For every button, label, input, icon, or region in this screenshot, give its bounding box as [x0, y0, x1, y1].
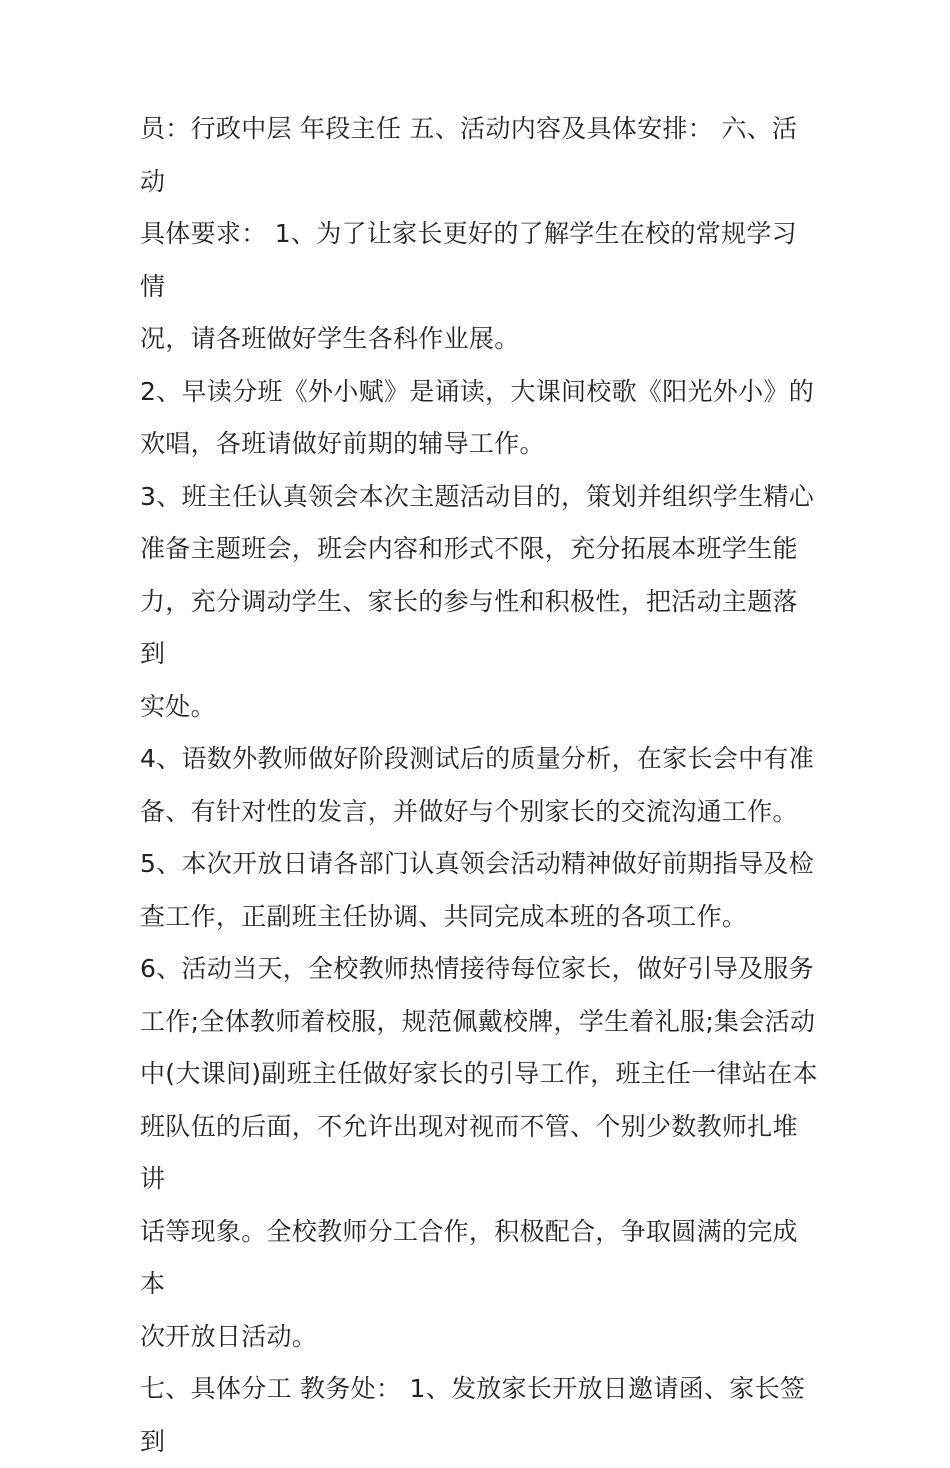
paragraph-item-6-activity-day: 6、活动当天，全校教师热情接待每位家长，做好引导及服务 工作;全体教师着校服，规范佩戴校牌，学生着礼服;集会活动 中(大课间)副班主任做好家长的引导工作，班主任一律站在本 班队伍的后面，不允许出现对视而不管、个别少数教师扎堆讲 话等现象。全校教师分工合作，积极配合，争取圆满的完成本 次开放日活动。: [140, 954, 818, 1351]
paragraph-section-7-division: 七、具体分工 教务处： 1、发放家长开放日邀请函、家长签到: [140, 1374, 806, 1456]
paragraph-item-5-departments: 5、本次开放日请各部门认真领会活动精神做好前期指导及检 查工作，正副班主任协调、共同完成本班的各项工作。: [140, 849, 815, 931]
paragraph-item-3-class-meeting: 3、班主任认真领会本次主题活动目的，策划并组织学生精心 准备主题班会，班会内容和形式不限，充分拓展本班学生能 力，充分调动学生、家长的参与性和积极性，把活动主题落到 实处。: [140, 481, 815, 721]
document-body: [140, 103, 820, 1468]
paragraph-item-2-morning-reading: 2、早读分班《外小赋》是诵读，大课间校歌《阳光外小》的 欢唱，各班请做好前期的辅导工作。: [140, 376, 815, 458]
paragraph-item-4-teachers-analysis: 4、语数外教师做好阶段测试后的质量分析，在家长会中有准 备、有针对性的发言，并做好与个别家长的交流沟通工作。: [140, 744, 815, 826]
paragraph-participants-requirements: 员：行政中层 年段主任 五、活动内容及具体安排： 六、活动 具体要求： 1、为了让家长更好的了解学生在校的常规学习情 况，请各班做好学生各科作业展。: [140, 114, 798, 353]
